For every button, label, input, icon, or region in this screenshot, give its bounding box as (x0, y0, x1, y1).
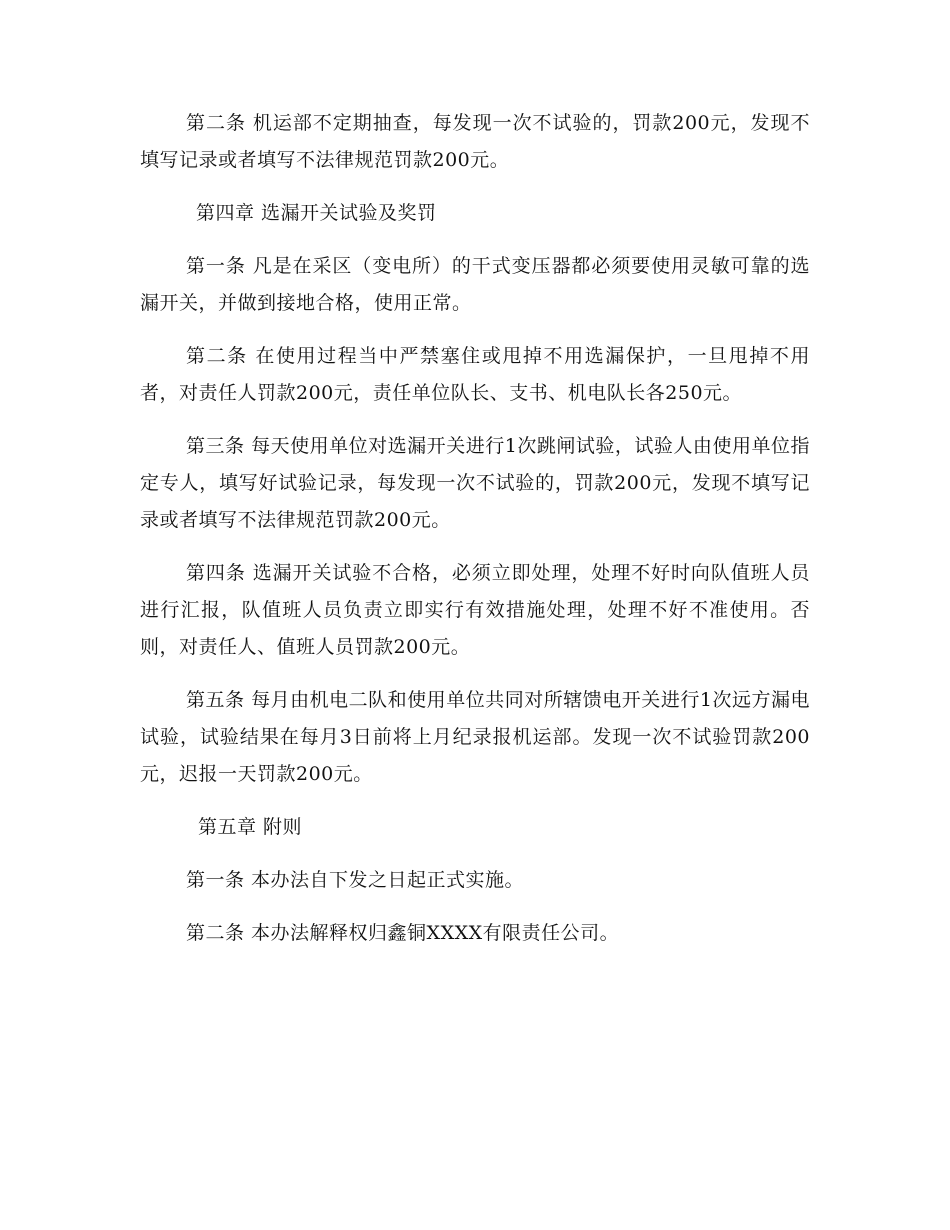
article-paragraph: 第二条 在使用过程当中严禁塞住或甩掉不用选漏保护，一旦甩掉不用者，对责任人罚款200元，责任单位队长、支书、机电队长各250元。 (140, 345, 810, 404)
chapter-heading: 第四章 选漏开关试验及奖罚 (196, 202, 437, 224)
article-paragraph: 第三条 每天使用单位对选漏开关进行1次跳闸试验，试验人由使用单位指定专人，填写好试验记录，每发现一次不试验的，罚款200元，发现不填写记录或者填写不法律规范罚款200元。 (140, 435, 810, 531)
article-paragraph: 第一条 凡是在采区（变电所）的干式变压器都必须要使用灵敏可靠的选漏开关，并做到接地合格，使用正常。 (140, 255, 810, 314)
article-paragraph: 第一条 本办法自下发之日起正式实施。 (186, 869, 525, 891)
article-paragraph: 第二条 机运部不定期抽查，每发现一次不试验的，罚款200元，发现不填写记录或者填写不法律规范罚款200元。 (140, 112, 810, 171)
chapter-heading: 第五章 附则 (198, 816, 303, 838)
article-paragraph: 第五条 每月由机电二队和使用单位共同对所辖馈电开关进行1次远方漏电试验，试验结果在每月3日前将上月纪录报机运部。发现一次不试验罚款200元，迟报一天罚款200元。 (140, 689, 810, 785)
article-paragraph: 第二条 本办法解释权归鑫铜XXXX有限责任公司。 (186, 922, 620, 944)
document-body (140, 105, 810, 968)
article-paragraph: 第四条 选漏开关试验不合格，必须立即处理，处理不好时向队值班人员进行汇报，队值班人员负责立即实行有效措施处理，处理不好不准使用。否则，对责任人、值班人员罚款200元。 (140, 562, 810, 658)
